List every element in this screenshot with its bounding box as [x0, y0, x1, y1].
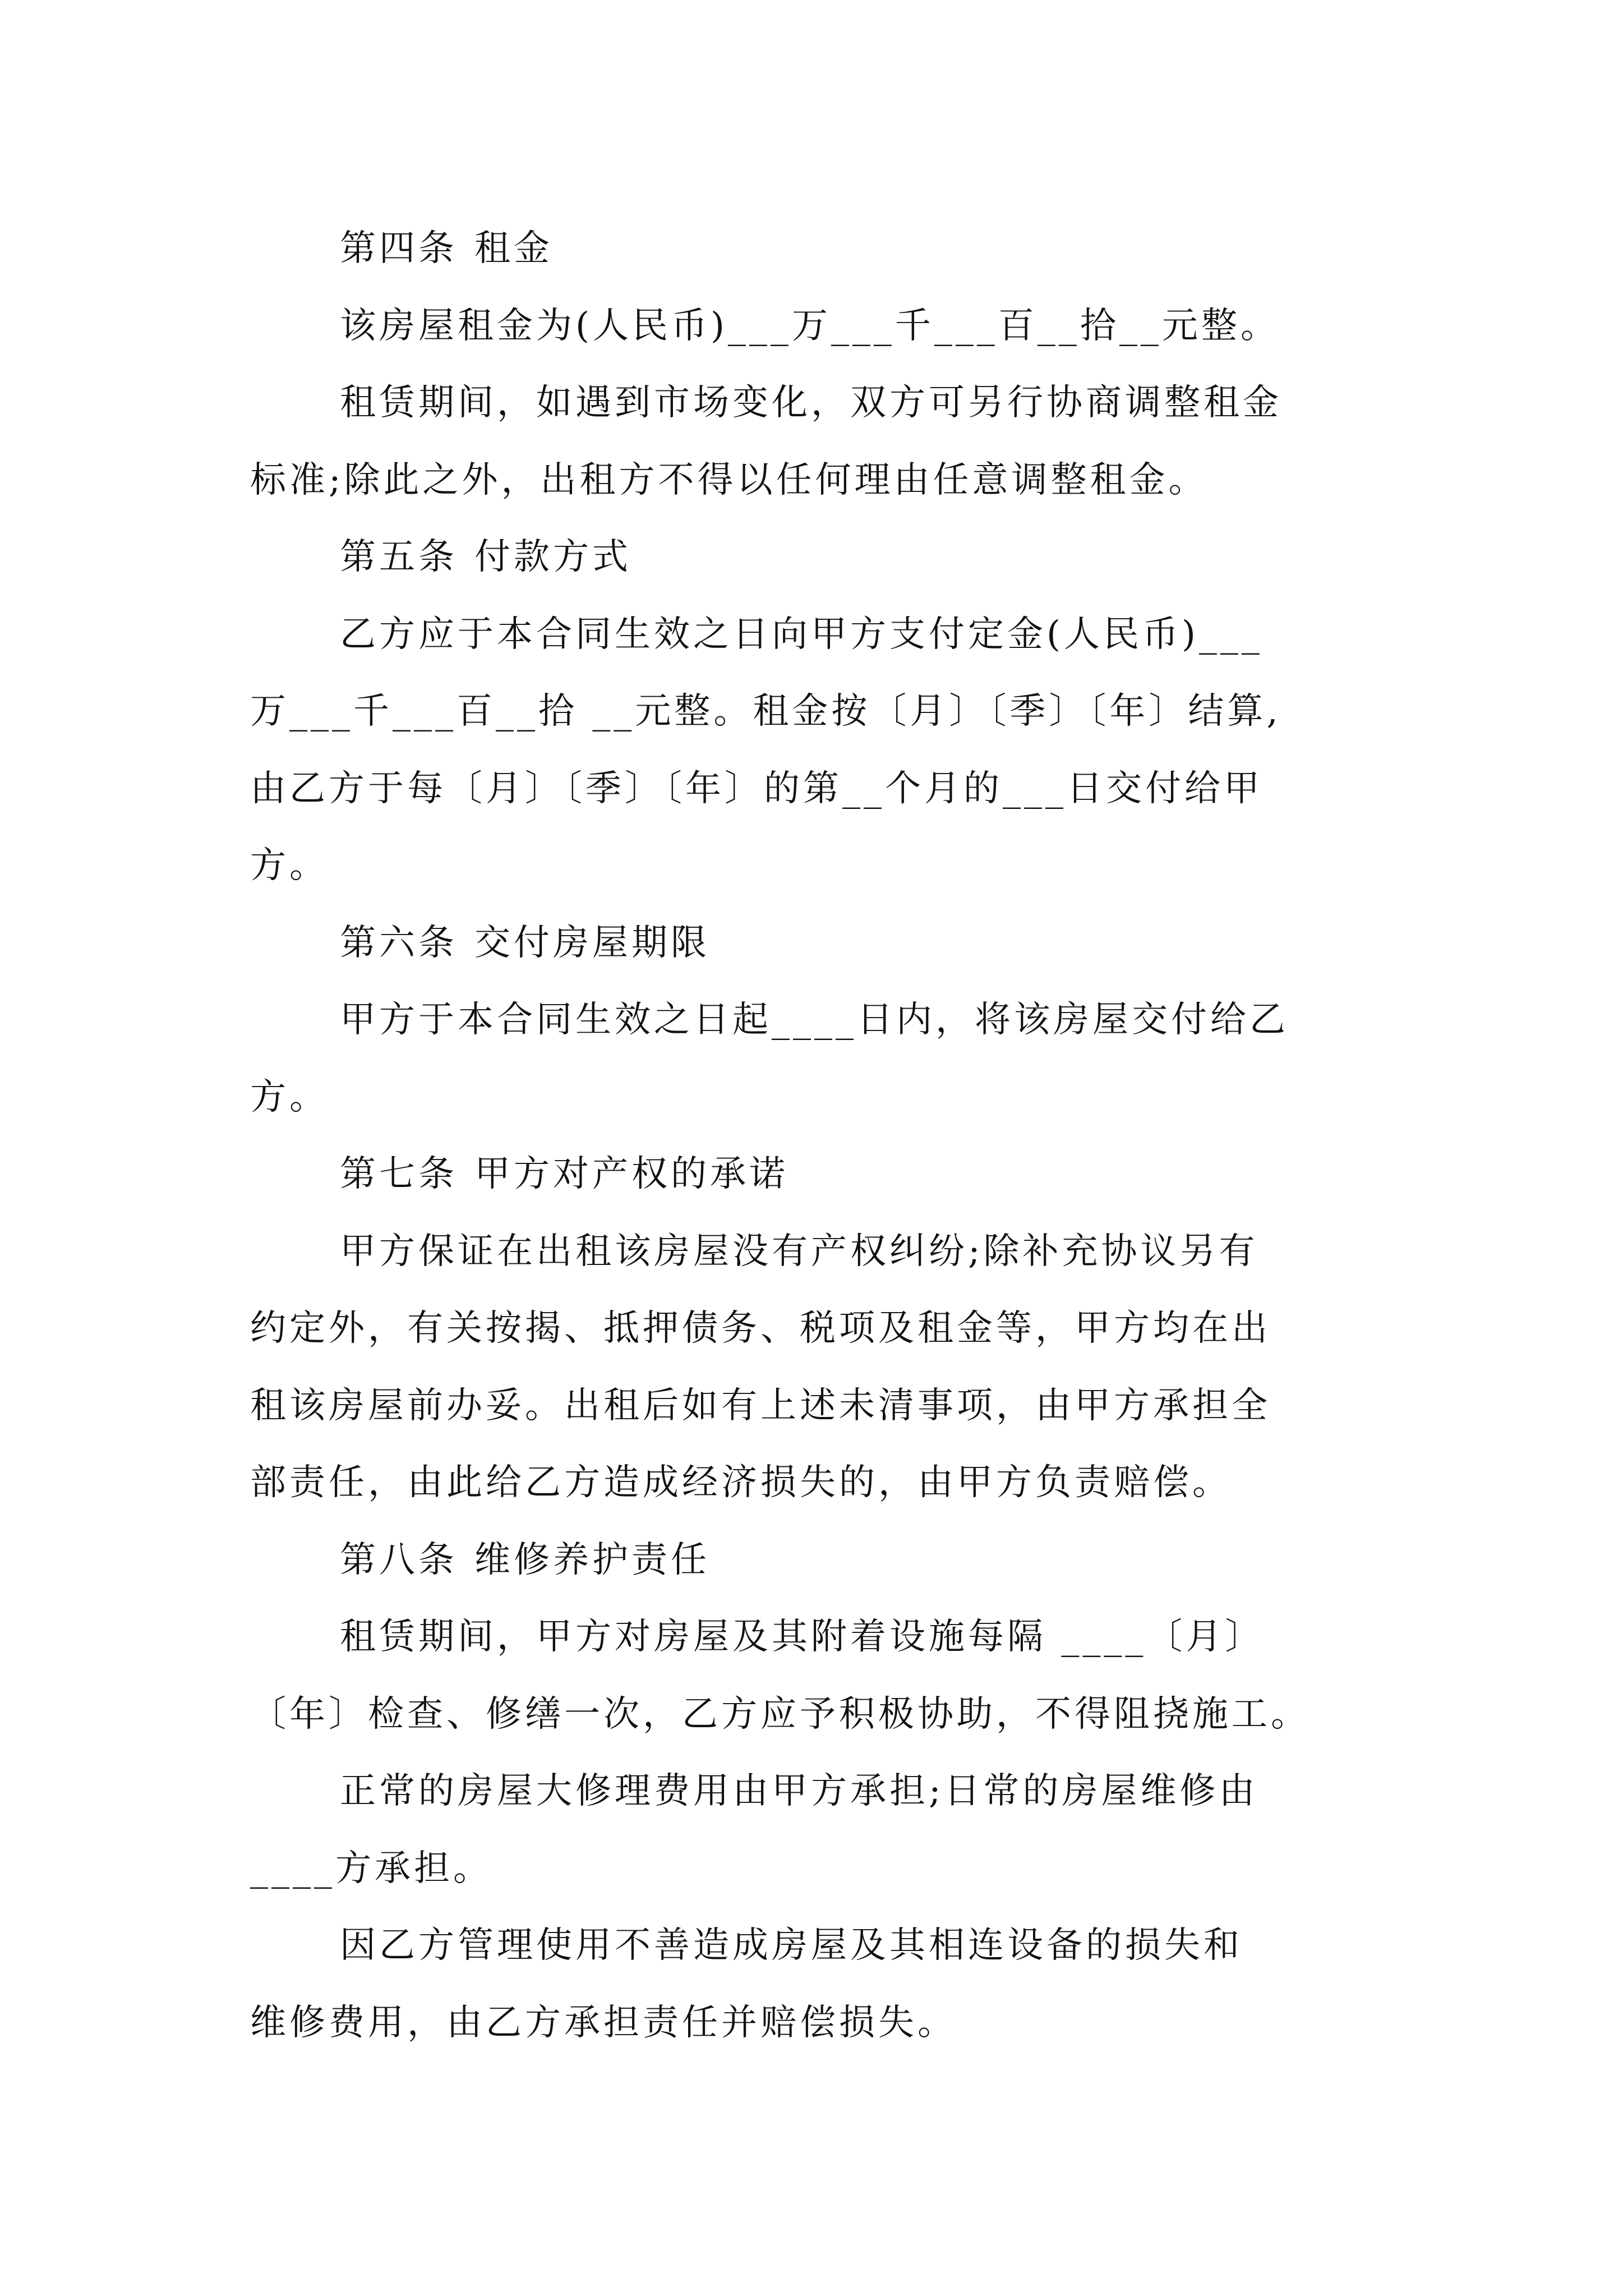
- article-6-heading: [250, 905, 1373, 982]
- paragraph-line: 乙方应于本合同生效之日向甲方支付定金(人民币)___: [340, 613, 1263, 655]
- paragraph-line: 维修费用，由乙方承担责任并赔偿损失。: [250, 2001, 957, 2044]
- article-6-title: 交付房屋期限: [474, 922, 710, 964]
- paragraph-line: 由乙方于每〔月〕〔季〕〔年〕的第__个月的___日交付给甲: [250, 767, 1263, 809]
- article-7-heading: [250, 1136, 1373, 1213]
- article-4-title: 租金: [474, 228, 553, 269]
- paragraph-line: 甲方于本合同生效之日起____日内，将该房屋交付给乙: [340, 999, 1289, 1041]
- paragraph-line: 部责任，由此给乙方造成经济损失的，由甲方负责赔偿。: [250, 1462, 1232, 1503]
- article-5-title: 付款方式: [474, 536, 631, 578]
- article-4-number: 第四条: [340, 228, 458, 269]
- paragraph-line: 租赁期间，甲方对房屋及其附着设施每隔 ____〔月〕: [340, 1616, 1265, 1658]
- article-6-number: 第六条: [340, 922, 458, 964]
- article-8-title: 维修养护责任: [474, 1539, 710, 1581]
- paragraph-line: 约定外，有关按揭、抵押债务、税项及租金等，甲方均在出: [250, 1308, 1271, 1349]
- paragraph-line: 该房屋租金为(人民币)___万___千___百__拾__元整。: [340, 305, 1280, 347]
- document-body: [250, 210, 1373, 2062]
- paragraph-line: 租该房屋前办妥。出租后如有上述未清事项，由甲方承担全: [250, 1384, 1271, 1427]
- article-5-number: 第五条: [340, 536, 458, 578]
- article-5-heading: [250, 519, 1373, 596]
- article-7-number: 第七条: [340, 1153, 458, 1195]
- paragraph-line: 〔年〕检查、修缮一次，乙方应予积极协助，不得阻挠施工。: [250, 1693, 1310, 1735]
- paragraph-line: 甲方保证在出租该房屋没有产权纠纷;除补充协议另有: [340, 1230, 1258, 1272]
- paragraph-line: 标准;除此之外，出租方不得以任何理由任意调整租金。: [250, 459, 1208, 501]
- paragraph-line: ____方承担。: [250, 1847, 492, 1889]
- paragraph-line: 方。: [250, 1076, 329, 1118]
- article-4-heading: [250, 210, 1373, 288]
- paragraph-line: 方。: [250, 845, 329, 886]
- article-7-title: 甲方对产权的承诺: [474, 1153, 789, 1195]
- paragraph-line: 正常的房屋大修理费用由甲方承担;日常的房屋维修由: [340, 1770, 1258, 1812]
- paragraph-line: 因乙方管理使用不善造成房屋及其相连设备的损失和: [340, 1925, 1243, 1966]
- paragraph-line: 万___千___百__拾 __元整。租金按〔月〕〔季〕〔年〕结算,: [250, 691, 1281, 732]
- paragraph-line: 租赁期间，如遇到市场变化，双方可另行协商调整租金: [340, 382, 1282, 424]
- article-8-number: 第八条: [340, 1539, 458, 1581]
- article-8-heading: [250, 1522, 1373, 1599]
